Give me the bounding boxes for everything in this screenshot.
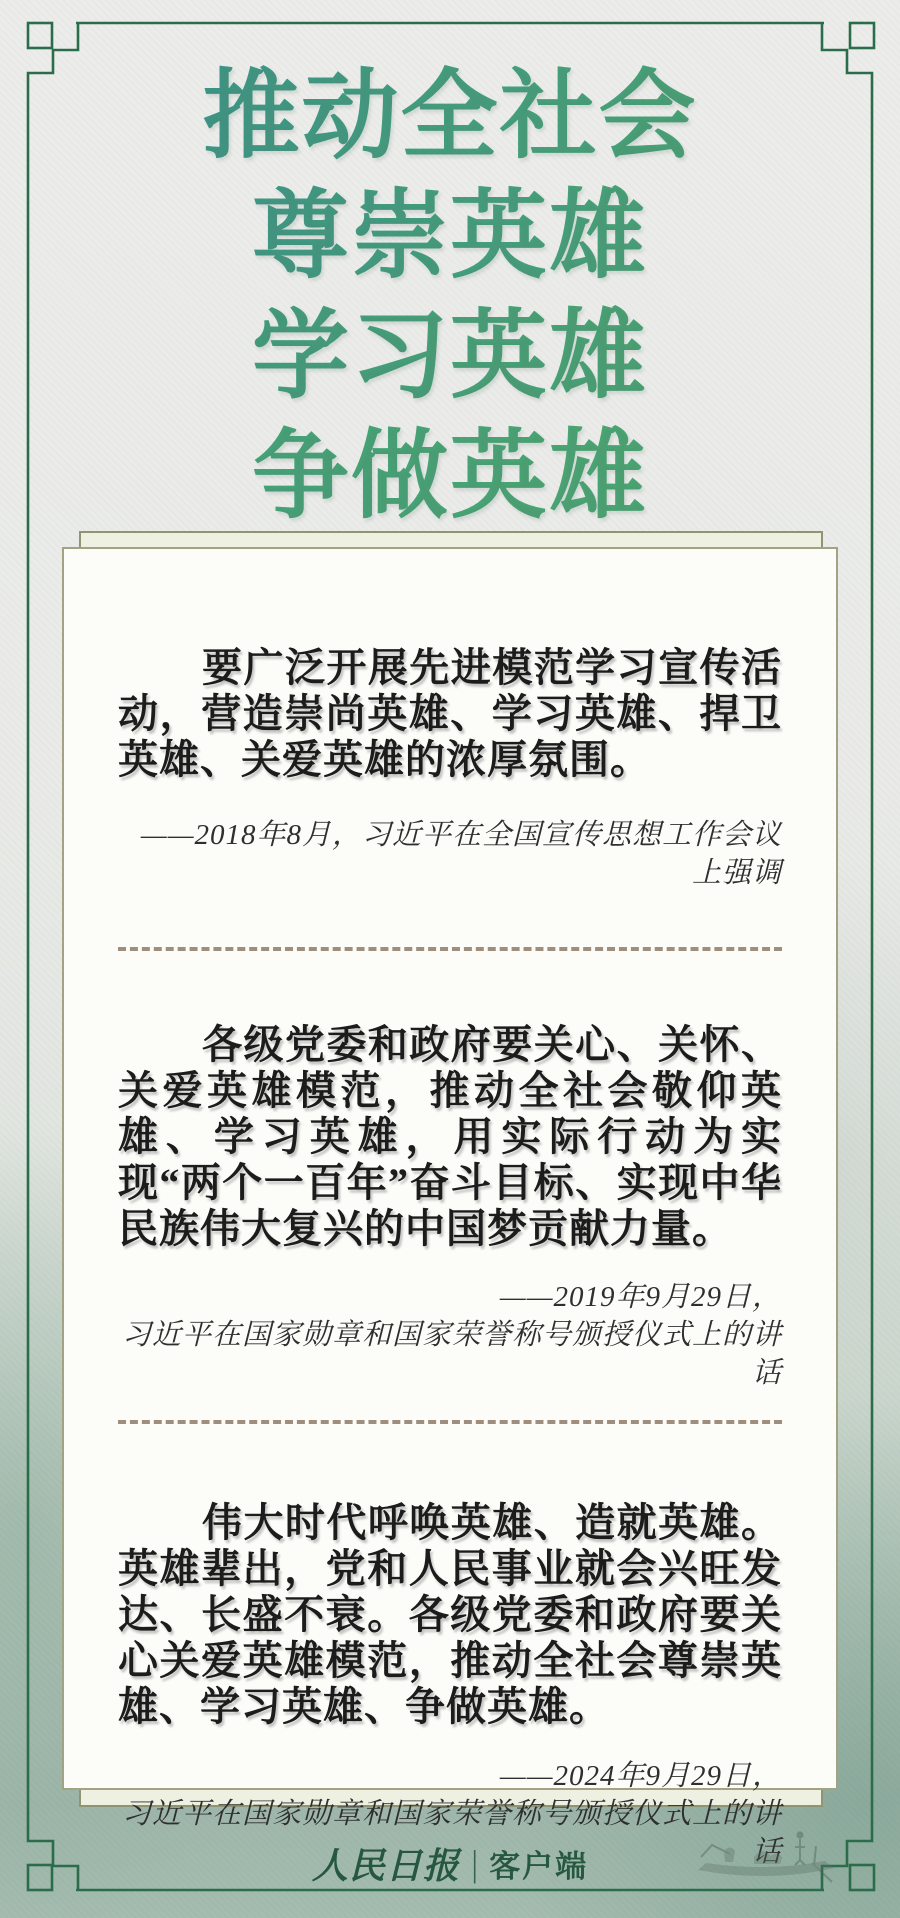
quote-text-1: 要广泛开展先进模范学习宣传活动，营造崇尚英雄、学习英雄、捍卫英雄、关爱英雄的浓厚氛围。: [118, 645, 782, 782]
title-line-2: 尊崇英雄: [0, 176, 900, 296]
title-line-1: 推动全社会: [0, 56, 900, 176]
dashed-divider-2: [118, 1420, 782, 1424]
quote-attribution-1: [118, 816, 782, 892]
attribution-date-line: ——2024年9月29日，: [499, 1760, 782, 1792]
quote-text-3: 伟大时代呼唤英雄、造就英雄。英雄辈出，党和人民事业就会兴旺发达、长盛不衰。各级党委和政府要关心关爱英雄模范，推动全社会尊崇英雄、学习英雄、争做英雄。: [118, 1500, 782, 1729]
attribution-source-line: 习近平在国家勋章和国家荣誉称号颁授仪式上的讲话: [121, 1798, 782, 1868]
footer-brand-lockup: [0, 1838, 900, 1889]
quote-attribution-2: [118, 1278, 782, 1392]
people-daily-logo: 人民日报: [311, 1846, 460, 1886]
dashed-divider-1: [118, 947, 782, 951]
corner-square-top-right: [850, 23, 874, 48]
quote-text-2: 各级党委和政府要关心、关怀、关爱英雄模范，推动全社会敬仰英雄、学习英雄，用实际行动为实现“两个一百年”奋斗目标、实现中华民族伟大复兴的中国梦贡献力量。: [118, 1022, 782, 1251]
attribution-source-line: 习近平在国家勋章和国家荣誉称号颁授仪式上的讲话: [121, 1319, 782, 1389]
attribution-date-line: ——2019年9月29日，: [499, 1281, 782, 1313]
title-line-3: 学习英雄: [0, 296, 900, 416]
corner-square-top-left: [28, 23, 52, 48]
attribution-line: ——2018年8月，习近平在全国宣传思想工作会议上强调: [140, 819, 782, 889]
poster-title: [0, 56, 900, 536]
brand-suffix-label: 客户端: [489, 1849, 589, 1884]
brand-separator: |: [471, 1842, 478, 1884]
title-line-4: 争做英雄: [0, 416, 900, 536]
